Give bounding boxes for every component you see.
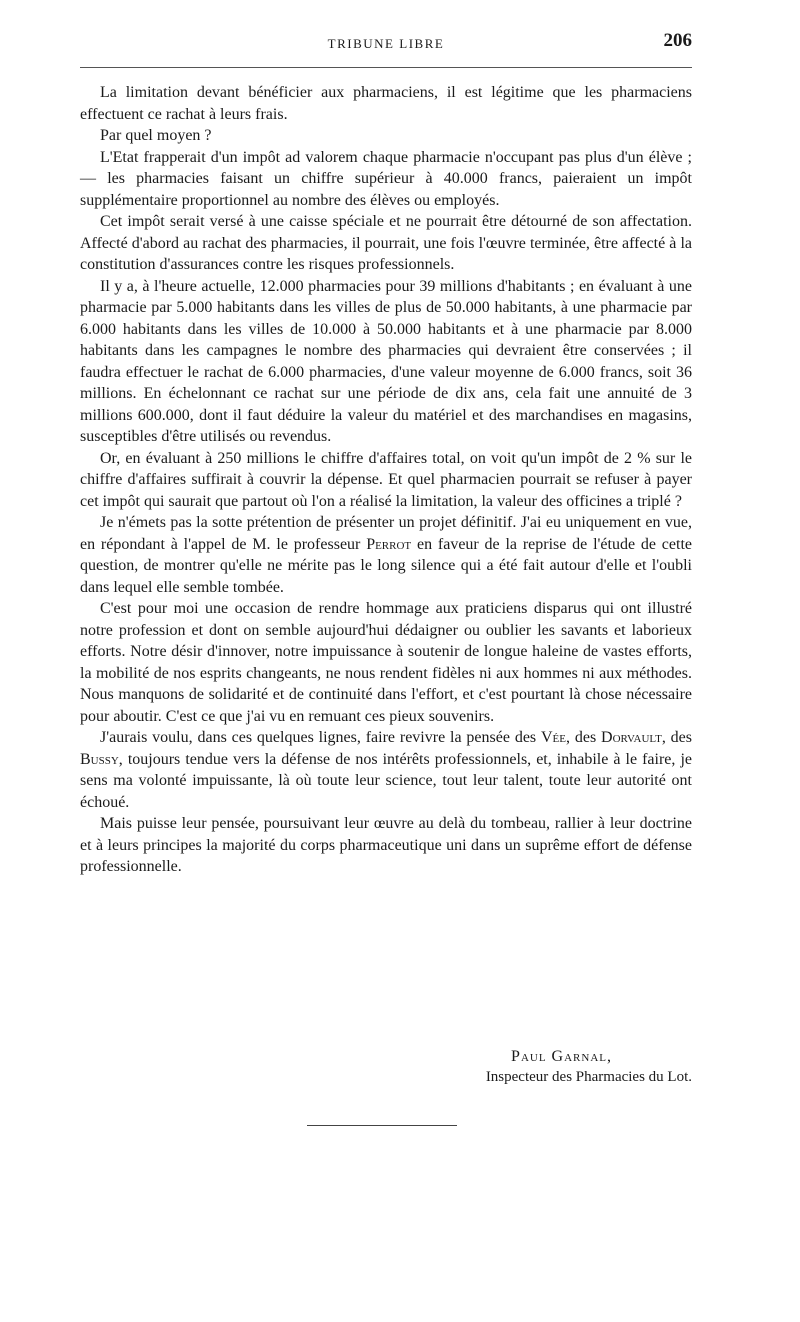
person-name: Perrot (366, 535, 412, 553)
text-run: J'aurais voulu, dans ces quelques lignes, faire revivre la pensée des (100, 729, 541, 746)
paragraph: C'est pour moi une occasion de rendre hommage aux praticiens disparus qui ont illustré notre profession et dont on semble aujourd'hui dédaigner ou oublier les savants et laborieux efforts. Notre désir d'innover, notre impuissance à soutenir de longue haleine de vastes efforts, la mobilité de nos esprits changeants, ne nous rendent fidèles ni aux hommes ni aux méthodes. Nous manquons de solidarité et de continuité dans l'effort, et c'est pourtant là chose nécessaire pour aboutir. C'est ce que j'ai vu en remuant ces pieux souvenirs. (80, 600, 692, 725)
paragraph: Il y a, à l'heure actuelle, 12.000 pharmacies pour 39 millions d'habitants ; en évaluant à une pharmacie par 5.000 habitants dans les villes de plus de 50.000 habitants, à une pharmacie par 6.000 habitants dans les villes de 10.000 à 50.000 habitants et à une pharmacie par 8.000 habitants dans les campagnes le nombre des pharmacies qui devraient être conservées ; il faudra effectuer le rachat de 6.000 pharmacies, d'une valeur moyenne de 6.000 francs, soit 36 millions. En échelonnant ce rachat sur une période de dix ans, cela fait une annuité de 3 millions 600.000, dont il faut déduire la valeur du matériel et des marchandises en magasins, susceptibles d'être utilisés ou revendus. (80, 277, 692, 445)
text-run: en faveur de la reprise de l'étude de cette question, de montrer qu'elle ne mérite pas le long silence qui a été fait autour d'elle et l'oubli dans lequel elle semble tombée. (80, 535, 693, 596)
person-name: Dorvault (601, 729, 662, 746)
header-title: TRIBUNE LIBRE (327, 36, 445, 51)
paragraph: L'Etat frapperait d'un impôt ad valorem chaque pharmacie n'occupant pas plus d'un élève ; — les pharmacies faisant un chiffre supérieur à 40.000 francs, paieraient un impôt supplémentaire proportionnel au nombre des élèves ou employés. (80, 148, 692, 209)
text-run: , des (661, 729, 693, 746)
running-header (80, 30, 692, 56)
person-name: Bussy (80, 750, 119, 768)
paragraph: Cet impôt serait versé à une caisse spéciale et ne pourrait être détourné de son affectation. Affecté d'abord au rachat des pharmacies, il pourrait, une fois l'œuvre terminée, être affecté à la constitution d'assurances contre les risques professionnels. (80, 213, 692, 273)
author-title: Inspecteur des Pharmacies du Lot. (485, 1069, 692, 1085)
paragraph (80, 512, 692, 598)
paragraph: Or, en évaluant à 250 millions le chiffre d'affaires total, on voit qu'un impôt de 2 % sur le chiffre d'affaires suffirait à couvrir la dépense. Et quel pharmacien pourrait se refuser à payer cet impôt qui saurait que partout où l'on a réalisé la limitation, la valeur des officines a triplé ? (80, 449, 692, 510)
text-run: Je n'émets pas la sotte prétention de présenter un projet définitif. J'ai eu uniquement en vue, en répondant à l'appel de M. le professeur (80, 514, 692, 553)
signature-block (80, 1046, 692, 1088)
paragraph: Mais puisse leur pensée, poursuivant leur œuvre au delà du tombeau, rallier à leur doctrine et à leurs principes la majorité du corps pharmaceutique uni dans un suprême effort de défense professionnelle. (80, 815, 692, 875)
paragraph: La limitation devant bénéficier aux pharmaciens, il est légitime que les pharmaciens effectuent ce rachat à leurs frais. (80, 84, 692, 123)
article-body (80, 82, 692, 878)
author-name: Paul Garnal, (511, 1048, 612, 1065)
text-run: , toujours tendue vers la défense de nos intérêts professionnels, et, inhabile à le faire, je sens ma volonté impuissante, là où toute leur science, tout leur talent, toute leur autorité ont échoué. (80, 750, 692, 811)
paragraph: Par quel moyen ? (100, 127, 212, 144)
text-run: , des (566, 729, 602, 746)
paragraph (80, 727, 692, 813)
header-rule (80, 67, 692, 68)
page-number: 206 (663, 30, 692, 51)
person-name: Vée (541, 729, 566, 746)
end-rule (307, 1125, 457, 1126)
